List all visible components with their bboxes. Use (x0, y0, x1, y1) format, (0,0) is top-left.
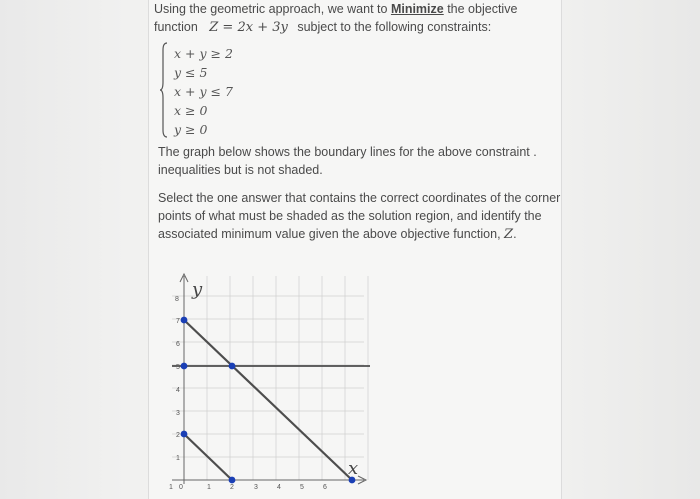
x-tick-label: 0 (179, 484, 183, 490)
boundary-lines-graph (164, 268, 374, 490)
x-tick-label: 6 (323, 484, 327, 490)
x-tick-label: 1 (207, 484, 211, 490)
x-axis-label: x (348, 458, 359, 479)
z-variable: Z (504, 227, 514, 242)
point-0-5 (181, 363, 188, 370)
intro-text-end: the objective (443, 2, 518, 16)
y-tick-label: 1 (176, 455, 180, 462)
graph-note-line-1: The graph below shows the boundary lines for the above constraint . (158, 145, 537, 159)
y-tick-label: 5 (176, 364, 180, 371)
y-tick-label: 6 (176, 341, 180, 348)
point-2-0 (229, 477, 236, 484)
boundary-line-x-plus-y-7 (184, 320, 352, 480)
constraint-5: y ≥ 0 (174, 122, 208, 137)
y-tick-label: 8 (175, 296, 179, 303)
y-tick-label: 4 (176, 387, 180, 394)
objective-function: Z = 2x + 3y (209, 20, 288, 35)
graph-note-line-2: inequalities but is not shaded. (158, 163, 323, 177)
subject-to-text: subject to the following constraints: (297, 20, 492, 34)
y-axis-label: y (192, 279, 203, 300)
y-tick-label: 7 (176, 318, 180, 325)
left-brace-icon (160, 42, 168, 138)
constraint-system (160, 42, 240, 140)
point-0-2 (181, 431, 188, 438)
constraint-4: x ≥ 0 (174, 103, 208, 118)
x-tick-label: 1 (169, 484, 173, 490)
y-tick-label: 3 (176, 410, 180, 417)
instruction-text: associated minimum value given the above objective function, (158, 227, 505, 241)
instruction-line-1: Select the one answer that contains the correct coordinates of the corner (158, 191, 561, 205)
point-0-7 (181, 317, 188, 324)
x-tick-label: 4 (277, 484, 281, 490)
instruction-line-2: points of what must be shaded as the solution region, and identify the (158, 209, 542, 223)
x-tick-label: 2 (230, 484, 234, 490)
x-tick-label: 5 (300, 484, 304, 490)
point-2-5 (229, 363, 236, 370)
y-tick-label: 2 (176, 432, 180, 439)
constraint-2: y ≤ 5 (174, 65, 208, 80)
intro-line-1 (154, 0, 517, 18)
intro-line-2 (154, 18, 491, 37)
constraint-3: x + y ≤ 7 (174, 84, 233, 99)
function-word: function (154, 20, 198, 34)
minimize-emphasis: Minimize (390, 2, 444, 16)
x-tick-label: 3 (254, 484, 258, 490)
instruction-period: . (513, 227, 517, 241)
instruction-line-3 (158, 225, 517, 244)
intro-text: Using the geometric approach, we want to (154, 2, 391, 16)
constraint-1: x + y ≥ 2 (174, 46, 233, 61)
